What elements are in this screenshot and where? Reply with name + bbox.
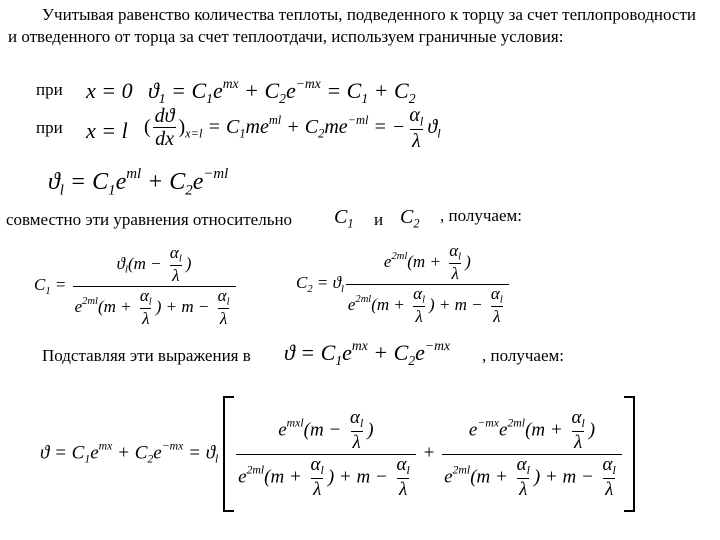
condition-1-variable: x = 0 (86, 78, 133, 103)
right-bracket (624, 396, 635, 512)
formula-final: $ϑ = C_1e^{mx} + C_2e^{-mx} = ϑ_l$ $e^{mxl}(m$ − $\frac{\alpha_l}{\lambda}$ ) $e^{2ml}(m$ + $\frac{\alpha_l}{\lambda}$ ) + m − $\frac{\alpha_l}{\lambda}$ + $e^{-mx}e^{2ml}(m$ + $\frac{\alpha_l}{\lambda}$ ) $e^{2ml}(m$ + $\frac{\alpha_l}{\lambda}$ ) + m − $\frac{\alpha_l}{\lambda}$ (40, 396, 635, 512)
jointly-text: совместно эти уравнения относительно (6, 210, 293, 229)
symbol-c1: $C_1$ (334, 206, 354, 231)
label-pri-2: при (36, 118, 63, 137)
intro-text: Учитывая равенство количества теплоты, подведенного к торцу за счет теплопроводности и отведенного от торца за счет теплоотдачи, используем граничные условия: (8, 5, 696, 46)
formula-c1: $C_1$ = $ϑ_l(m$ − $\frac{\alpha_l}{\lambda}$ ) $e^{2ml}(m$ + $\frac{\alpha_l}{\lambda}$ ) + m − $\frac{\alpha_l}{\lambda}$ (34, 244, 238, 329)
symbol-c2: $C_2$ (400, 206, 420, 231)
equation-general: $ϑ = C_1e^{mx} + C_2e^{-mx}$ (284, 338, 450, 368)
equation-boundary-1: $ϑ_1 = C_1e^{mx} + C_2e^{-mx} = C_1 + C_2$ (148, 76, 416, 106)
label-pri-1: при (36, 80, 63, 99)
and-text: и (374, 210, 384, 229)
equation-boundary-2: ( $\frac{dϑ}{dx}$ )$_{x=l} = C_1me^{ml} + C_2me^{-ml}$ = − $\frac{\alpha_l}{\lambda}$ $ϑ_l$ (144, 104, 441, 152)
intro-paragraph (8, 4, 696, 48)
getting-text-1: , получаем: (440, 206, 522, 225)
formula-c2: $C_2 = ϑ_l$ $e^{2ml}(m$ + $\frac{\alpha_l}{\lambda}$ ) $e^{2ml}(m$ + $\frac{\alpha_l}{\lambda}$ ) + m − $\frac{\alpha_l}{\lambda}$ (296, 242, 511, 327)
equation-theta-l: $ϑ_l = C_1e^{ml} + C_2e^{-ml}$ (48, 166, 229, 199)
substituting-text: Подставляя эти выражения в (42, 346, 251, 365)
condition-2-variable: x = l (86, 118, 128, 143)
getting-text-2: , получаем: (482, 346, 564, 365)
left-bracket (223, 396, 234, 512)
